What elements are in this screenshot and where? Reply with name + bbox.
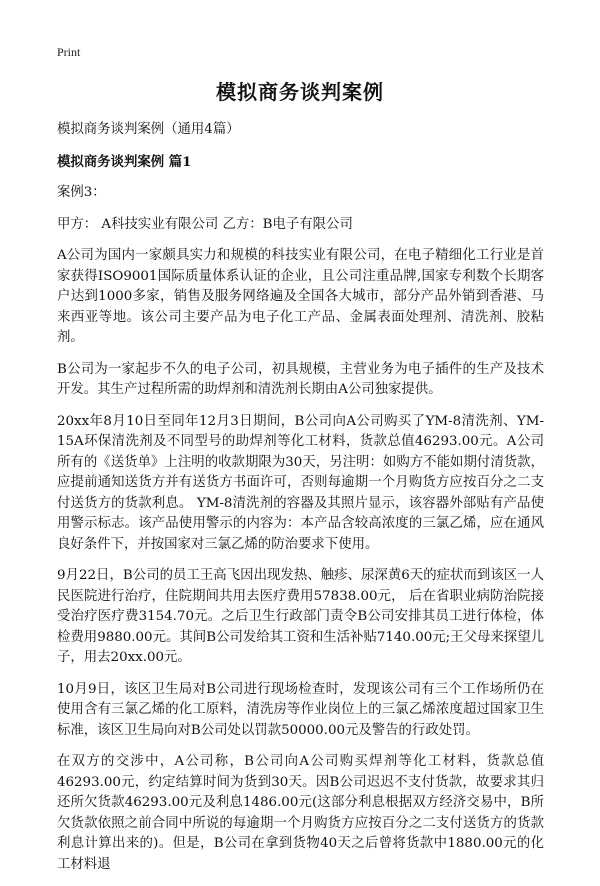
section-heading: 模拟商务谈判案例 篇1: [57, 153, 192, 170]
paragraph-negotiation: 在双方的交涉中，A公司称，B公司向A公司购买焊剂等化工材料，货款总值46293.00元，约定结算时间为货到30天。因B公司迟迟不支付货款，故要求其归还所欠货款46293.00元及利息1486.00元(这部分利息根据双方经济交易中，B所欠货款依照之前合同中所说的每逾期一个月购货方应按百分之二支付送货方的货款利息计算出来的)。但是，B公司在拿到货物40天之后曾将货款中1880.00元的化工材料退: [57, 754, 544, 872]
paragraph-company-a: A公司为国内一家颇具实力和规模的科技实业有限公司，在电子精细化工行业是首家获得ISO9001国际质量体系认证的企业，且公司注重品牌,国家专利数个长期客户达到1000多家，销售及服务网络遍及全国各大城市，部分产品外销到香港、马来西亚等地。该公司主要产品为电子化工产品、金属表面处理剂、清洗剂、胶粘剂。: [57, 248, 544, 345]
case-label: 案例3：: [57, 185, 106, 200]
paragraph-company-b: B公司为一家起步不久的电子公司，初具规模，主营业务为电子插件的生产及技术开发。其生产过程所需的助焊剂和清洗剂长期由A公司独家提供。: [57, 361, 544, 397]
parties-line: 甲方： A科技实业有限公司 乙方：B电子有限公司: [57, 216, 353, 232]
paragraph-purchase: 20xx年8月10日至同年12月3日期间，B公司向A公司购买了YM-8清洗剂、YM-15A环保清洗剂及不同型号的助焊剂等化工材料，货款总值46293.00元。A公司所有的《送货单》上注明的收款期限为30天，另注明：如购方不能如期付清货款，应提前通知送货方并有送货方书面许可，否则每逾期一个月购货方应按百分之二支付送货方的货款利息。 YM-8清洗剂的容器及其照片显示，该容器外部贴有产品使用警示标志。该产品使用警示的内容为：本产品含较高浓度的三氯乙烯，应在通风良好条件下，并按国家对三氯乙烯的防治要求下使用。: [57, 413, 544, 552]
document-body: [57, 120, 544, 886]
document-subtitle: 模拟商务谈判案例（通用4篇）: [57, 122, 240, 137]
paragraph-inspection: 10月9日，该区卫生局对B公司进行现场检查时，发现该公司有三个工作场所仍在使用含有三氯乙烯的化工原料，清洗房等作业岗位上的三氯乙烯浓度超过国家卫生标准，该区卫生局向对B公司处以罚款50000.00元及警告的行政处罚。: [57, 681, 544, 738]
document-title: 模拟商务谈判案例: [216, 80, 384, 104]
print-link[interactable]: Print: [57, 45, 81, 59]
paragraph-medical: 9月22日，B公司的员工王高飞因出现发热、触疹、尿深黄6天的症状而到该区一人民医院进行治疗，住院期间共用去医疗费用57838.00元， 后在省职业病防治院接受治疗医疗费3154.70元。之后卫生行政部门责令B公司安排其员工进行体检，体检费用9880.00元。其间B公司发给其工资和生活补贴7140.00元;王父母来探望儿子，用去20xx.00元。: [57, 568, 544, 665]
